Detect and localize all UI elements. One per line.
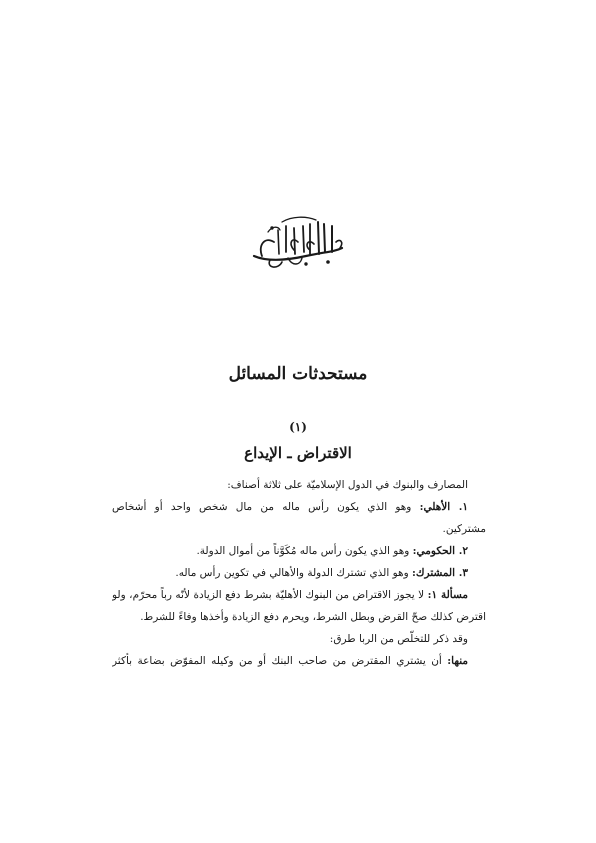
issue-paragraph <box>112 584 486 606</box>
section-title: الاقتراض ـ الإيداع <box>244 444 352 462</box>
paragraph-intro: المصارف والبنوك في الدول الإسلاميّة على ثلاثة أصناف: <box>227 479 468 491</box>
list-item-ahli <box>112 496 486 518</box>
way-first <box>112 650 486 672</box>
body-text <box>112 474 486 672</box>
basmala-calligraphy-icon <box>248 212 348 272</box>
list-item-text: وهو الذي يكون رأس ماله مُكَوَّناً من أموال الدولة. <box>196 545 413 557</box>
list-item-label: ٢. الحكومي: <box>412 545 468 557</box>
list-item-label: ٣. المشترك: <box>412 567 468 579</box>
list-item-mushtarak <box>112 562 486 584</box>
list-item-hukumi <box>112 540 486 562</box>
issue-label: مسألة ١: <box>427 589 468 601</box>
list-item-label: ١. الأهلي: <box>419 501 469 513</box>
section-number: (١) <box>289 420 307 434</box>
ways-intro: وقد ذكر للتخلّص من الربا طرق: <box>329 633 468 645</box>
basmala-calligraphy <box>248 212 348 272</box>
issue-text: لا يجوز الاقتراض من البنوك الأهليّة بشرط دفع الزيادة لأنّه رباً محرّم، ولو <box>112 589 428 601</box>
chapter-title: مستحدثات المسائل <box>228 364 368 384</box>
list-item-text: وهو الذي يكون رأس ماله من مال شخص واحد أو أشخاص <box>112 501 420 513</box>
issue-continuation: اقترض كذلك صحّ القرض وبطل الشرط، ويحرم دفع الزيادة وأخذها وفاءً للشرط. <box>140 611 486 623</box>
list-item-continuation: مشتركين. <box>442 523 486 535</box>
list-item-text: وهو الذي تشترك الدولة والأهالي في تكوين رأس ماله. <box>175 567 412 579</box>
way-text: أن يشتري المقترض من صاحب البنك أو من وكيله المفوّض بضاعة بأكثر <box>112 655 448 667</box>
way-label: منها: <box>447 655 468 667</box>
